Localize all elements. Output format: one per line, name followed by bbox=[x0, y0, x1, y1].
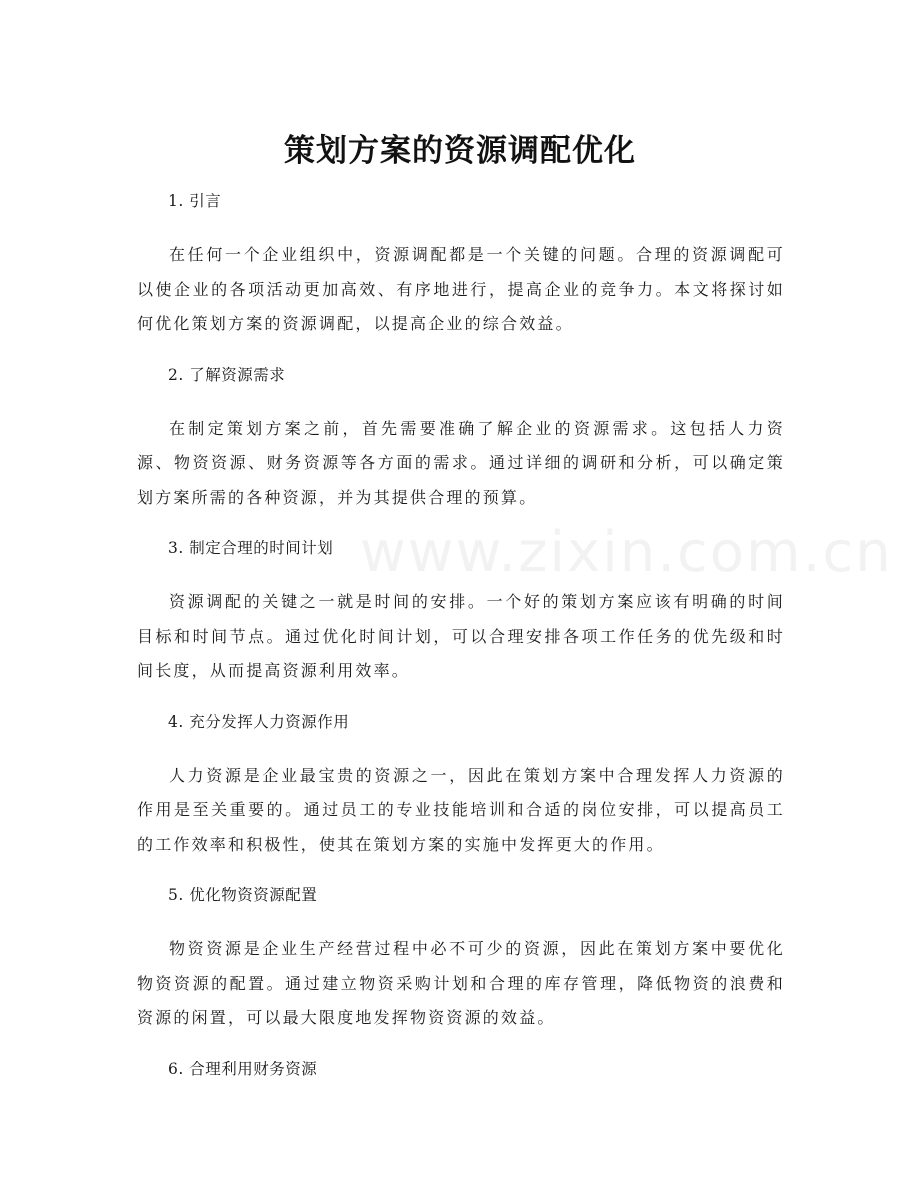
section-paragraph-3: 资源调配的关键之一就是时间的安排。一个好的策划方案应该有明确的时间目标和时间节点。通过优化时间计划，可以合理安排各项工作任务的优先级和时间长度，从而提高资源利用效率。 bbox=[137, 592, 785, 680]
section-heading-6: 6. 合理利用财务资源 bbox=[168, 1059, 318, 1078]
watermark: www.zixin.com.cn bbox=[360, 520, 893, 585]
document-body bbox=[137, 186, 785, 1084]
section-heading-3: 3. 制定合理的时间计划 bbox=[168, 539, 334, 557]
section-heading-1: 1. 引言 bbox=[168, 192, 222, 210]
section-heading-5: 5. 优化物资资源配置 bbox=[168, 886, 318, 904]
section-heading-4: 4. 充分发挥人力资源作用 bbox=[168, 712, 350, 731]
document-title: 策划方案的资源调配优化 bbox=[284, 132, 636, 169]
section-paragraph-4: 人力资源是企业最宝贵的资源之一，因此在策划方案中合理发挥人力资源的作用是至关重要的。通过员工的专业技能培训和合适的岗位安排，可以提高员工的工作效率和积极性，使其在策划方案的实施中发挥更大的作用。 bbox=[137, 765, 785, 854]
section-paragraph-5: 物资资源是企业生产经营过程中必不可少的资源，因此在策划方案中要优化物资资源的配置。通过建立物资采购计划和合理的库存管理，降低物资的浪费和资源的闲置，可以最大限度地发挥物资资源的效益。 bbox=[137, 939, 785, 1027]
section-paragraph-1: 在任何一个企业组织中，资源调配都是一个关键的问题。合理的资源调配可以使企业的各项活动更加高效、有序地进行，提高企业的竞争力。本文将探讨如何优化策划方案的资源调配，以提高企业的综合效益。 bbox=[137, 245, 785, 333]
section-heading-2: 2. 了解资源需求 bbox=[168, 365, 286, 384]
section-paragraph-2: 在制定策划方案之前，首先需要准确了解企业的资源需求。这包括人力资源、物资资源、财务资源等各方面的需求。通过详细的调研和分析，可以确定策划方案所需的各种资源，并为其提供合理的预算。 bbox=[137, 418, 785, 507]
